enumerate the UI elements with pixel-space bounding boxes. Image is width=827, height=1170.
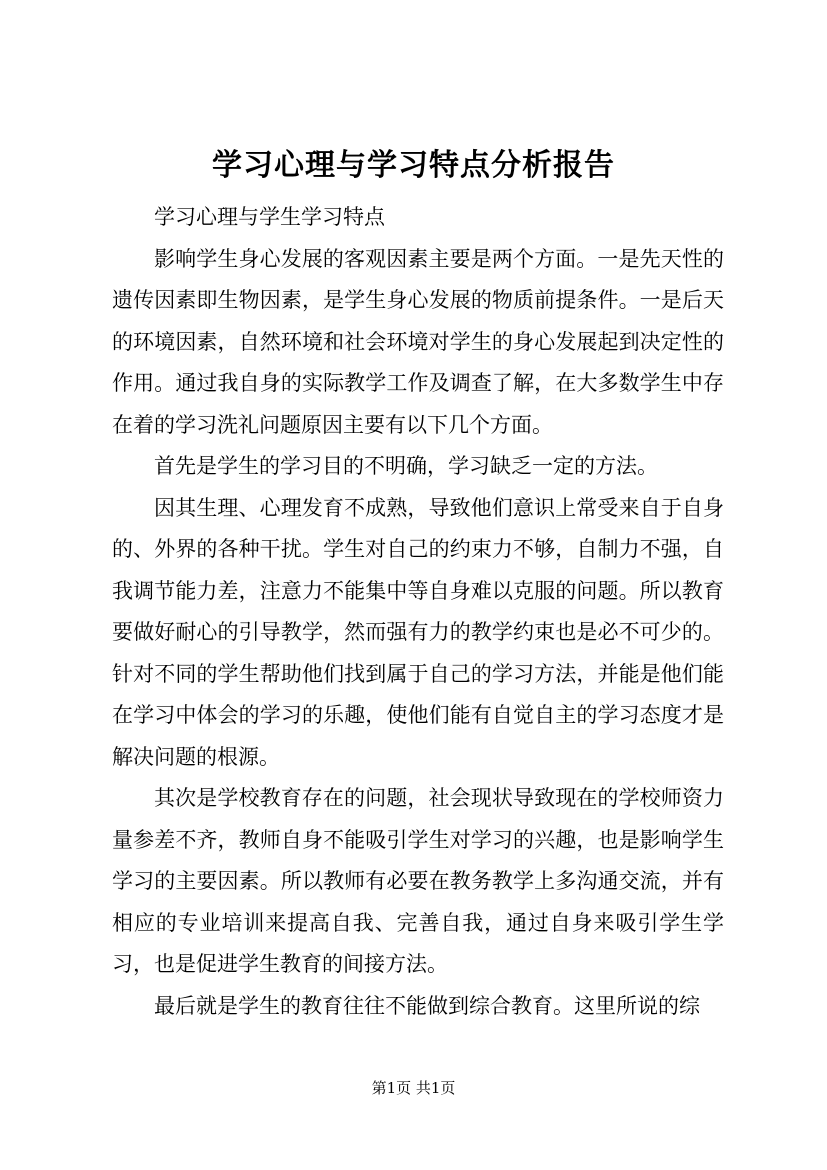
paragraph: 因其生理、心理发育不成熟，导致他们意识上常受来自于自身的、外界的各种干扰。学生对自己的约束力不够，自制力不强，自我调节能力差，注意力不能集中等自身难以克服的问题。所以教育要做好耐心的引导教学，然而强有力的教学约束也是必不可少的。针对不同的学生帮助他们找到属于自己的学习方法，并能是他们能在学习中体会的学习的乐趣，使他们能有自觉自主的学习态度才是解决问题的根源。: [112, 495, 724, 769]
paragraph: 最后就是学生的教育往往不能做到综合教育。这里所说的综: [154, 993, 700, 1018]
paragraph: 其次是学校教育存在的问题，社会现状导致现在的学校师资力量参差不齐，教师自身不能吸引学生对学习的兴趣，也是影响学生学习的主要因素。所以教师有必要在教务教学上多沟通交流，并有相应的专业培训来提高自我、完善自我，通过自身来吸引学生学习，也是促进学生教育的间接方法。: [112, 786, 724, 976]
page-number: 第1页 共1页: [371, 1079, 456, 1097]
document-body: [112, 197, 724, 1027]
paragraph-subtitle: 学习心理与学生学习特点: [154, 205, 385, 229]
paragraph: 首先是学生的学习目的不明确，学习缺乏一定的方法。: [154, 454, 658, 478]
document-title: 学习心理与学习特点分析报告: [212, 148, 615, 183]
paragraph: 影响学生身心发展的客观因素主要是两个方面。一是先天性的遗传因素即生物因素，是学生身心发展的物质前提条件。一是后天的环境因素，自然环境和社会环境对学生的身心发展起到决定性的作用。通过我自身的实际教学工作及调查了解，在大多数学生中存在着的学习洗礼问题原因主要有以下几个方面。: [112, 246, 724, 437]
